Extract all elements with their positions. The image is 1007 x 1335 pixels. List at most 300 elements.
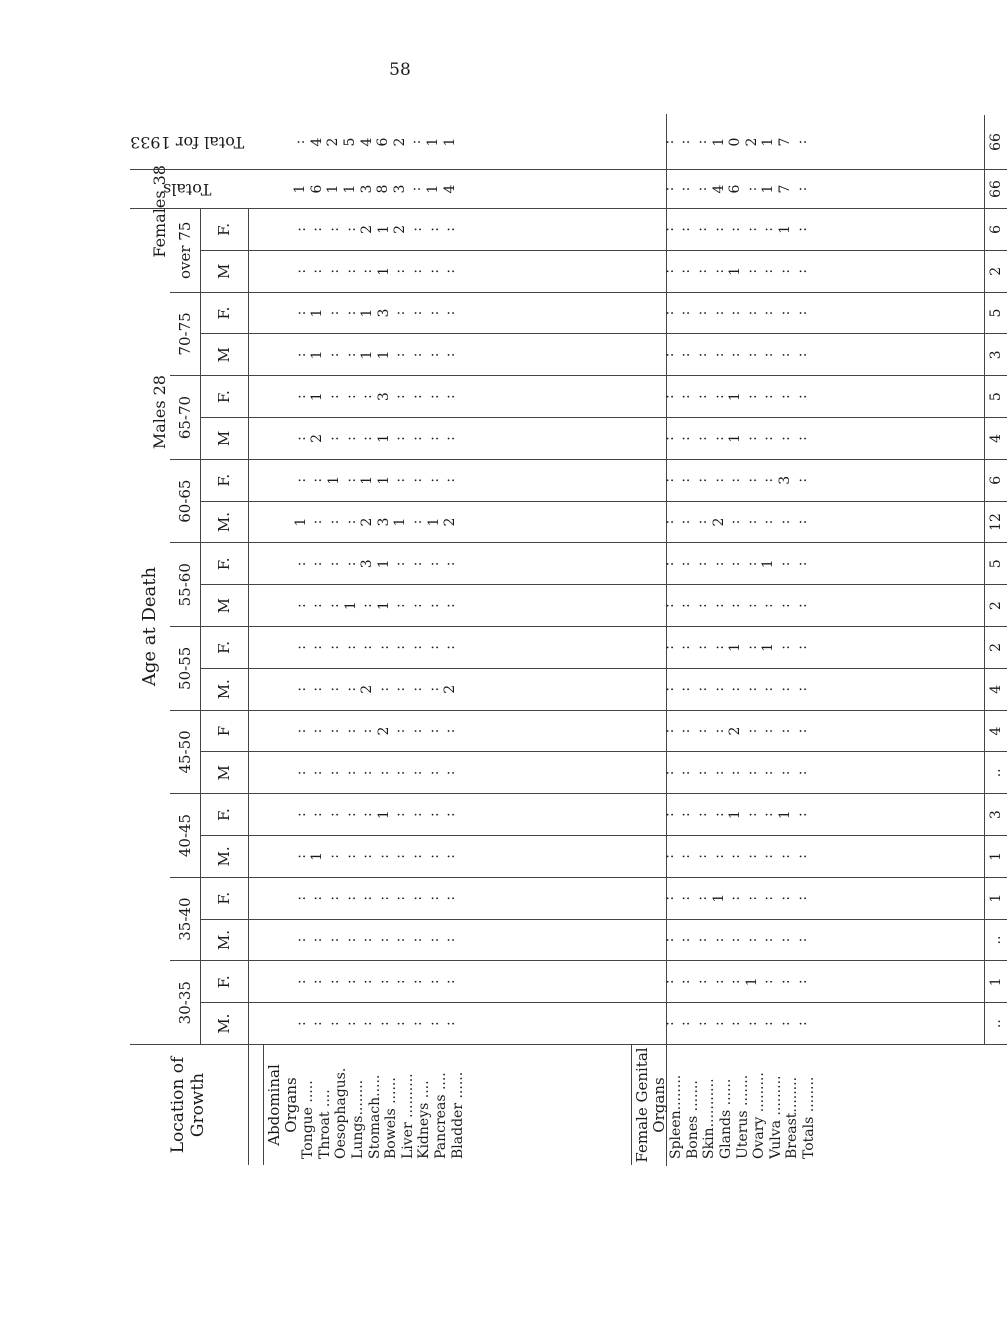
location-header [130, 1045, 248, 1166]
cell-value: : [342, 394, 359, 400]
cell-value: : [425, 436, 442, 441]
site-label: Pancreas .... [433, 1072, 449, 1159]
total-1933-value: 1 [425, 137, 441, 147]
sex-header: F. [200, 627, 248, 669]
cell-value: 1 [309, 350, 326, 360]
cell-value: : [359, 268, 376, 274]
value-column [617, 752, 985, 794]
cell-value: : [693, 227, 710, 232]
age-range-header: 55-60 [170, 543, 201, 627]
cell-value: : [325, 227, 342, 232]
total-1933-value: : [677, 139, 694, 145]
cell-value: : [743, 770, 760, 776]
value-column [248, 250, 617, 292]
sex-header: F. [200, 543, 248, 585]
column-total: 1 [985, 877, 1007, 919]
cell-value: : [392, 895, 409, 901]
value-column [617, 376, 985, 418]
cell-value: : [693, 603, 710, 608]
column-total: .. [985, 919, 1007, 961]
cell-value: 3 [776, 475, 793, 485]
cell-value: : [710, 770, 727, 776]
cell-value: : [425, 1021, 442, 1026]
cell-value: : [325, 645, 342, 650]
value-column [248, 961, 617, 1003]
site-label: Bladder ...... [449, 1071, 466, 1159]
cell-value: : [342, 561, 359, 567]
cell-value: : [408, 603, 425, 608]
age-range-header: 50-55 [170, 627, 201, 711]
cell-value: : [693, 645, 710, 650]
cell-value: : [727, 477, 744, 483]
site-list [668, 1045, 817, 1165]
cell-value: : [760, 352, 777, 358]
column-total: 4 [985, 710, 1007, 752]
column-total: 6 [985, 459, 1007, 501]
category-name: Female Genital Organs [631, 1045, 669, 1165]
total-1933-value: 6 [375, 137, 392, 147]
cell-value: : [325, 728, 342, 734]
column-total: 12 [985, 501, 1007, 543]
cell-value: : [743, 227, 760, 232]
cell-value: : [793, 979, 810, 985]
cell-value: : [325, 895, 342, 901]
cell-value: : [342, 352, 359, 358]
cell-value: : [776, 394, 793, 400]
column-total: .. [985, 752, 1007, 794]
cell-value: 1 [375, 601, 392, 611]
cell-value: : [727, 310, 744, 316]
cell-value: : [292, 895, 309, 901]
cell-value: : [760, 268, 777, 274]
cell-value: : [793, 645, 810, 650]
cell-value: : [660, 1021, 677, 1026]
cell-value: : [292, 477, 309, 483]
cell-value: : [325, 979, 342, 985]
cell-value: : [677, 770, 694, 776]
cell-value: : [727, 603, 744, 608]
cell-value: : [677, 436, 694, 441]
cell-value: : [325, 812, 342, 817]
cell-value: : [442, 352, 459, 358]
column-total: 1 [985, 961, 1007, 1003]
cell-value: 1 [359, 350, 376, 360]
cell-value: : [660, 352, 677, 358]
cell-value: : [442, 728, 459, 734]
cell-value: : [342, 728, 359, 734]
total-1933-value: 4 [308, 137, 325, 147]
cell-value: : [309, 770, 326, 776]
cell-value: : [309, 603, 326, 608]
cell-value: : [392, 436, 409, 441]
cell-value: : [292, 436, 309, 441]
cell-value: : [677, 310, 694, 316]
total-1933-value: 1 [710, 137, 727, 147]
cell-value: 1 [375, 433, 392, 443]
cell-value: : [425, 895, 442, 901]
cell-value: : [342, 854, 359, 859]
cell-value: : [342, 979, 359, 985]
total-1933-value: 2 [743, 137, 760, 147]
cell-value: : [727, 770, 744, 776]
cell-value: : [710, 1021, 727, 1026]
total-1933-value: : [793, 139, 810, 145]
cell-value: : [677, 979, 694, 985]
site-label: Tongue ..... [300, 1080, 317, 1159]
cell-value: : [693, 1021, 710, 1026]
cell-value: : [793, 394, 810, 400]
value-column [248, 585, 617, 627]
cell-value: : [342, 645, 359, 650]
cell-value: 3 [359, 559, 376, 569]
cell-value: 1 [375, 224, 392, 234]
total-1933-value: 1 [760, 137, 777, 147]
cell-value: : [442, 603, 459, 608]
cell-value: : [292, 561, 309, 567]
cell-value: : [408, 854, 425, 859]
cell-value: : [710, 812, 727, 817]
row-total-value: 3 [391, 184, 408, 194]
cell-value: : [710, 979, 727, 985]
age-at-death-header: Age at Death [130, 209, 170, 1045]
sex-header: M [200, 752, 248, 794]
cell-value: : [375, 1021, 392, 1026]
value-column [248, 794, 617, 836]
sum-row-spacer [985, 1045, 1007, 1166]
cell-value: : [408, 895, 425, 901]
row-total-value: : [793, 186, 810, 192]
cell-value: : [743, 310, 760, 316]
sex-header: M [200, 585, 248, 627]
cell-value: : [743, 603, 760, 608]
cell-value: 2 [442, 684, 459, 694]
cell-value: : [743, 561, 760, 567]
cell-value: : [760, 686, 777, 692]
cell-value: : [760, 854, 777, 859]
cell-value: : [710, 728, 727, 734]
cell-value: : [793, 728, 810, 734]
row-total-value: : [660, 186, 677, 192]
cell-value: 2 [710, 517, 727, 527]
value-column [248, 209, 617, 251]
cell-value: : [425, 352, 442, 358]
value-column [617, 292, 985, 334]
cell-value: : [325, 686, 342, 692]
cell-value: : [342, 770, 359, 776]
cell-value: : [743, 436, 760, 441]
cell-value: : [342, 310, 359, 316]
cell-value: : [359, 436, 376, 441]
cell-value: : [693, 770, 710, 776]
value-column [248, 919, 617, 961]
cell-value: : [793, 310, 810, 316]
cell-value: : [677, 227, 694, 232]
cell-value: : [743, 812, 760, 817]
total-1933-value: 5 [342, 137, 359, 147]
cell-value: : [660, 603, 677, 608]
column-total: 5 [985, 376, 1007, 418]
cell-value: : [776, 603, 793, 608]
total-1933-value: : [408, 139, 425, 145]
cell-value: : [425, 854, 442, 859]
cell-value: : [710, 477, 727, 483]
cell-value: : [660, 310, 677, 316]
cell-value: : [743, 895, 760, 901]
age-range-header: 60-65 [170, 459, 201, 543]
cell-value: : [793, 854, 810, 859]
grand-total: 66 [985, 170, 1007, 209]
cell-value: : [727, 227, 744, 232]
cell-value: : [425, 394, 442, 400]
cell-value: : [309, 477, 326, 483]
cell-value: : [710, 227, 727, 232]
value-column [248, 501, 617, 543]
cell-value: : [677, 1021, 694, 1026]
cell-value: : [760, 603, 777, 608]
cell-value: : [392, 812, 409, 817]
cell-value: : [743, 268, 760, 274]
cell-value: 2 [442, 517, 459, 527]
site-label: Totals ........ [801, 1076, 817, 1159]
sum-row [985, 115, 1007, 1165]
cell-value: : [776, 310, 793, 316]
cell-value: : [693, 728, 710, 734]
cell-value: : [309, 561, 326, 567]
cell-value: : [793, 352, 810, 358]
cell-value: : [292, 854, 309, 859]
cell-value: : [793, 561, 810, 567]
cell-value: : [660, 812, 677, 817]
site-label: Uterus ....... [734, 1074, 751, 1159]
cell-value: 1 [375, 266, 392, 276]
cell-value: 2 [309, 433, 326, 443]
age-range-header: 70-75 [170, 292, 201, 376]
cell-value: : [727, 854, 744, 859]
cell-value: 3 [375, 517, 392, 527]
cell-value: : [425, 728, 442, 734]
total-1933-value: : [660, 139, 677, 145]
cell-value: 3 [375, 308, 392, 318]
cell-value: : [710, 854, 727, 859]
category-cell [617, 1045, 985, 1166]
cell-value: : [776, 436, 793, 441]
cell-value: : [375, 895, 392, 901]
cell-value: : [442, 770, 459, 776]
cell-value: : [408, 770, 425, 776]
value-column [248, 459, 617, 501]
cell-value: : [442, 227, 459, 232]
cell-value: : [309, 227, 326, 232]
cell-value: : [425, 812, 442, 817]
cell-value: : [743, 937, 760, 943]
cell-value: 2 [727, 726, 744, 736]
row-total-value: 4 [710, 184, 727, 194]
cell-value: : [793, 812, 810, 817]
cell-value: 1 [776, 810, 793, 820]
sex-header: M. [200, 836, 248, 878]
cell-value: : [793, 895, 810, 901]
sex-header: M. [200, 919, 248, 961]
value-column [248, 877, 617, 919]
value-column [248, 627, 617, 669]
cell-value: : [292, 227, 309, 232]
cell-value: : [710, 603, 727, 608]
cell-value: : [408, 561, 425, 567]
value-column [617, 710, 985, 752]
cell-value: 1 [375, 810, 392, 820]
cell-value: : [408, 310, 425, 316]
value-column [248, 836, 617, 878]
cell-value: : [660, 436, 677, 441]
cell-value: : [408, 394, 425, 400]
cell-value: : [342, 937, 359, 943]
cell-value: 1 [309, 392, 326, 402]
cell-value: : [325, 310, 342, 316]
row-total-value: 4 [441, 184, 458, 194]
cell-value: 1 [325, 475, 342, 485]
cell-value: : [425, 310, 442, 316]
cell-value: : [793, 686, 810, 692]
cell-value: : [342, 895, 359, 901]
cell-value: : [375, 645, 392, 650]
site-label: Stomach..... [366, 1074, 383, 1159]
cell-value: : [325, 1021, 342, 1026]
column-total: 2 [985, 627, 1007, 669]
cell-value: : [292, 603, 309, 608]
cell-value: : [776, 561, 793, 567]
cell-value: : [325, 436, 342, 441]
value-column [617, 877, 985, 919]
age-range-header: 45-50 [170, 710, 201, 794]
cell-value: : [710, 436, 727, 441]
cell-value: 2 [359, 684, 376, 694]
cell-value: : [292, 645, 309, 650]
row-total-value: 6 [308, 184, 325, 194]
cell-value: : [743, 1021, 760, 1026]
cell-value: : [693, 937, 710, 943]
cell-value: 1 [392, 517, 409, 527]
cell-value: : [710, 352, 727, 358]
cell-value: : [342, 268, 359, 274]
cell-value: : [677, 645, 694, 650]
cell-value: : [743, 477, 760, 483]
cell-value: : [677, 686, 694, 692]
cell-value: : [660, 394, 677, 400]
cell-value: : [442, 394, 459, 400]
category-row [248, 115, 617, 1165]
cell-value: : [760, 812, 777, 817]
site-label: Oesophagus. [333, 1067, 350, 1159]
cell-value: : [342, 1021, 359, 1026]
category-cell [248, 1045, 617, 1166]
cell-value: : [776, 770, 793, 776]
row-totals-column [617, 170, 985, 209]
cell-value: : [760, 310, 777, 316]
cell-value: : [793, 770, 810, 776]
cell-value: : [359, 937, 376, 943]
cell-value: : [693, 394, 710, 400]
cell-value: : [425, 645, 442, 650]
row-total-value: : [743, 186, 760, 192]
cell-value: : [776, 854, 793, 859]
cell-value: 2 [359, 224, 376, 234]
value-column [617, 418, 985, 460]
cell-value: : [660, 770, 677, 776]
cell-value: : [425, 979, 442, 985]
cell-value: 1 [292, 517, 309, 527]
sex-header: F. [200, 877, 248, 919]
cell-value: : [660, 227, 677, 232]
cell-value: : [727, 1021, 744, 1026]
sex-header: F. [200, 794, 248, 836]
cell-value: : [359, 854, 376, 859]
cell-value: : [342, 436, 359, 441]
age-range-header: 35-40 [170, 877, 201, 961]
cell-value: : [793, 603, 810, 608]
cell-value: : [693, 519, 710, 525]
cell-value: 1 [359, 308, 376, 318]
cell-value: : [292, 812, 309, 817]
cell-value: : [392, 645, 409, 650]
cell-value: : [392, 561, 409, 567]
cell-value: : [359, 394, 376, 400]
cell-value: : [793, 1021, 810, 1026]
cell-value: : [776, 937, 793, 943]
cell-value: : [743, 352, 760, 358]
cell-value: : [660, 477, 677, 483]
cell-value: 1 [760, 642, 777, 652]
category-name: Abdominal Organs [263, 1045, 301, 1165]
cell-value: 1 [727, 266, 744, 276]
cell-value: : [793, 519, 810, 525]
cell-value: 1 [375, 350, 392, 360]
total-1933-column [248, 115, 617, 170]
cell-value: : [309, 895, 326, 901]
header-row-sex [200, 115, 248, 1165]
site-list [300, 1045, 466, 1165]
cell-value: : [760, 895, 777, 901]
cell-value: : [693, 895, 710, 901]
cell-value: : [776, 728, 793, 734]
total-1933-value: 7 [776, 137, 793, 147]
cell-value: : [743, 645, 760, 650]
value-column [617, 209, 985, 251]
row-total-value: : [408, 186, 425, 192]
row-total-value: : [677, 186, 694, 192]
column-total: 6 [985, 209, 1007, 251]
cell-value: : [309, 812, 326, 817]
value-column [617, 668, 985, 710]
cell-value: : [342, 227, 359, 232]
grand-total-1933: 66 [985, 115, 1007, 170]
total-1933-value: : [292, 139, 309, 145]
cell-value: : [660, 645, 677, 650]
cell-value: 2 [392, 224, 409, 234]
sex-header: F. [200, 376, 248, 418]
cell-value: : [375, 979, 392, 985]
cell-value: : [442, 436, 459, 441]
column-total: 4 [985, 668, 1007, 710]
cell-value: : [743, 728, 760, 734]
sex-header: F [200, 710, 248, 752]
cell-value: : [359, 770, 376, 776]
row-totals-column [248, 170, 617, 209]
row-total-value: : [693, 186, 710, 192]
sex-header: M [200, 250, 248, 292]
cell-value: : [325, 268, 342, 274]
site-label: Skin........... [701, 1078, 718, 1159]
row-total-value: 3 [358, 184, 375, 194]
